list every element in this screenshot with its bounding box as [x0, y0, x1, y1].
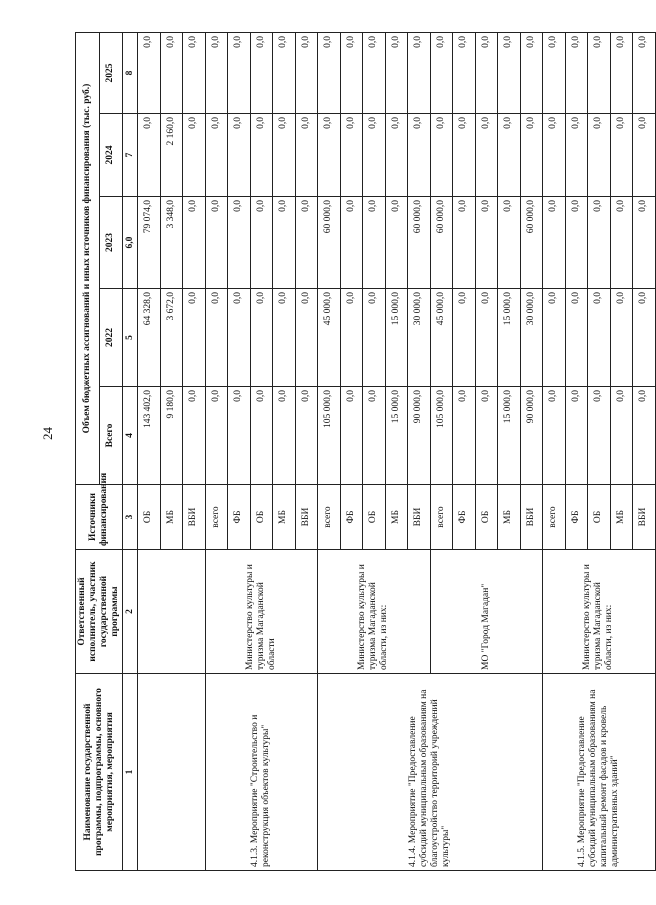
- amount-cell: 0,0: [295, 197, 318, 289]
- funding-source-cell: МБ: [498, 485, 521, 550]
- amount-cell: 45 000,0: [430, 289, 453, 387]
- amount-cell: 0,0: [475, 197, 498, 289]
- amount-cell: 0,0: [610, 32, 633, 113]
- amount-cell: 0,0: [205, 289, 228, 387]
- table-row: [543, 32, 566, 870]
- amount-cell: 45 000,0: [318, 289, 341, 387]
- amount-cell: 0,0: [633, 114, 656, 197]
- header-program-name: Наименование государственной программы, подпрограммы, основного мероприятия, мероприятия: [76, 674, 123, 871]
- funding-source-cell: ОБ: [475, 485, 498, 550]
- amount-cell: 0,0: [610, 387, 633, 485]
- column-index: 1: [123, 674, 138, 871]
- amount-cell: 0,0: [430, 32, 453, 113]
- column-index: 2: [123, 550, 138, 674]
- amount-cell: 64 328,0: [138, 289, 161, 387]
- amount-cell: 0,0: [520, 114, 543, 197]
- amount-cell: 0,0: [228, 387, 251, 485]
- amount-cell: 0,0: [205, 114, 228, 197]
- amount-cell: 0,0: [498, 197, 521, 289]
- column-index: 7: [123, 114, 138, 197]
- funding-source-cell: ВБИ: [183, 485, 206, 550]
- amount-cell: 0,0: [498, 114, 521, 197]
- amount-cell: 0,0: [250, 197, 273, 289]
- amount-cell: 0,0: [183, 32, 206, 113]
- amount-cell: 0,0: [633, 32, 656, 113]
- column-index-row: [123, 32, 138, 870]
- amount-cell: 0,0: [565, 197, 588, 289]
- amount-cell: 9 180,0: [160, 387, 183, 485]
- header-2022: 2022: [99, 289, 123, 387]
- amount-cell: 0,0: [273, 387, 296, 485]
- amount-cell: 15 000,0: [385, 387, 408, 485]
- amount-cell: 0,0: [250, 32, 273, 113]
- amount-cell: 0,0: [588, 197, 611, 289]
- funding-source-cell: ВБИ: [295, 485, 318, 550]
- amount-cell: 0,0: [363, 114, 386, 197]
- amount-cell: 0,0: [363, 32, 386, 113]
- amount-cell: 0,0: [295, 289, 318, 387]
- amount-cell: 0,0: [565, 114, 588, 197]
- amount-cell: 2 160,0: [160, 114, 183, 197]
- amount-cell: 30 000,0: [520, 289, 543, 387]
- amount-cell: 0,0: [183, 114, 206, 197]
- amount-cell: 0,0: [610, 114, 633, 197]
- amount-cell: 0,0: [498, 32, 521, 113]
- amount-cell: 0,0: [340, 114, 363, 197]
- amount-cell: 15 000,0: [498, 387, 521, 485]
- amount-cell: 0,0: [543, 387, 566, 485]
- header-budget-group: Объем бюджетных ассигнований и иных источников финансирования (тыс. руб.): [76, 32, 100, 484]
- header-funding-source: Источники финансирования: [76, 485, 123, 550]
- column-index: 6,0: [123, 197, 138, 289]
- funding-source-cell: МБ: [385, 485, 408, 550]
- amount-cell: 0,0: [453, 197, 476, 289]
- activity-name-cell: 4.1.4. Мероприятие "Предоставление субсидий муниципальным образованиям на благоустройство территорий учреждений культуры": [318, 674, 543, 871]
- amount-cell: 0,0: [633, 197, 656, 289]
- amount-cell: 0,0: [633, 289, 656, 387]
- funding-source-cell: МБ: [273, 485, 296, 550]
- amount-cell: 105 000,0: [430, 387, 453, 485]
- amount-cell: 0,0: [520, 32, 543, 113]
- funding-source-cell: ОБ: [363, 485, 386, 550]
- funding-source-cell: МБ: [160, 485, 183, 550]
- funding-source-cell: ВБИ: [408, 485, 431, 550]
- amount-cell: 0,0: [453, 387, 476, 485]
- header-2024: 2024: [99, 114, 123, 197]
- amount-cell: 0,0: [228, 197, 251, 289]
- amount-cell: 0,0: [408, 32, 431, 113]
- amount-cell: 0,0: [340, 289, 363, 387]
- funding-source-cell: ВБИ: [520, 485, 543, 550]
- funding-source-cell: ФБ: [340, 485, 363, 550]
- activity-name-cell: 4.1.5. Мероприятие "Предоставление субсидий муниципальным образованиям на капитальный ремонт фасадов и кровель административных зданий": [543, 674, 656, 871]
- activity-name-cell: [138, 674, 206, 871]
- amount-cell: 0,0: [340, 32, 363, 113]
- amount-cell: 60 000,0: [520, 197, 543, 289]
- amount-cell: 0,0: [430, 114, 453, 197]
- amount-cell: 0,0: [408, 114, 431, 197]
- header-2023: 2023: [99, 197, 123, 289]
- amount-cell: 0,0: [385, 197, 408, 289]
- header-row-1: [76, 32, 100, 870]
- amount-cell: 0,0: [183, 387, 206, 485]
- table-row: [205, 32, 228, 870]
- amount-cell: 0,0: [588, 289, 611, 387]
- header-2025: 2025: [99, 32, 123, 113]
- amount-cell: 0,0: [318, 114, 341, 197]
- amount-cell: 60 000,0: [430, 197, 453, 289]
- column-index: 5: [123, 289, 138, 387]
- amount-cell: 0,0: [565, 289, 588, 387]
- amount-cell: 0,0: [588, 387, 611, 485]
- amount-cell: 0,0: [475, 289, 498, 387]
- amount-cell: 0,0: [273, 32, 296, 113]
- amount-cell: 30 000,0: [408, 289, 431, 387]
- amount-cell: 0,0: [453, 114, 476, 197]
- amount-cell: 0,0: [295, 387, 318, 485]
- funding-source-cell: ФБ: [453, 485, 476, 550]
- amount-cell: 60 000,0: [408, 197, 431, 289]
- table-body: [138, 32, 656, 870]
- amount-cell: 0,0: [543, 197, 566, 289]
- amount-cell: 0,0: [205, 197, 228, 289]
- amount-cell: 0,0: [295, 114, 318, 197]
- funding-source-cell: ОБ: [588, 485, 611, 550]
- amount-cell: 0,0: [273, 114, 296, 197]
- page-number: 24: [40, 427, 55, 440]
- amount-cell: 105 000,0: [318, 387, 341, 485]
- amount-cell: 0,0: [363, 197, 386, 289]
- amount-cell: 0,0: [250, 114, 273, 197]
- column-index: 3: [123, 485, 138, 550]
- amount-cell: 0,0: [340, 387, 363, 485]
- amount-cell: 90 000,0: [520, 387, 543, 485]
- activity-name-cell: 4.1.3. Мероприятие "Строительство и реконструкция объектов культуры": [205, 674, 318, 871]
- amount-cell: 143 402,0: [138, 387, 161, 485]
- budget-table: [75, 32, 656, 871]
- amount-cell: 0,0: [543, 289, 566, 387]
- amount-cell: 0,0: [295, 32, 318, 113]
- amount-cell: 0,0: [565, 32, 588, 113]
- amount-cell: 0,0: [588, 32, 611, 113]
- amount-cell: 60 000,0: [318, 197, 341, 289]
- funding-source-cell: ФБ: [228, 485, 251, 550]
- amount-cell: 0,0: [543, 32, 566, 113]
- amount-cell: 15 000,0: [498, 289, 521, 387]
- funding-source-cell: ОБ: [250, 485, 273, 550]
- amount-cell: 0,0: [565, 387, 588, 485]
- amount-cell: 0,0: [138, 32, 161, 113]
- amount-cell: 0,0: [610, 197, 633, 289]
- amount-cell: 0,0: [183, 197, 206, 289]
- header-executor: Ответственный исполнитель, участник государственной программы: [76, 550, 123, 674]
- funding-source-cell: ВБИ: [633, 485, 656, 550]
- table-row: [318, 32, 341, 870]
- amount-cell: 0,0: [363, 289, 386, 387]
- column-index: 8: [123, 32, 138, 113]
- header-total: Всего: [99, 387, 123, 485]
- funding-source-cell: всего: [318, 485, 341, 550]
- amount-cell: 0,0: [385, 114, 408, 197]
- amount-cell: 0,0: [273, 289, 296, 387]
- amount-cell: 0,0: [385, 32, 408, 113]
- amount-cell: 0,0: [475, 114, 498, 197]
- amount-cell: 0,0: [633, 387, 656, 485]
- amount-cell: 0,0: [588, 114, 611, 197]
- column-index: 4: [123, 387, 138, 485]
- funding-source-cell: ФБ: [565, 485, 588, 550]
- amount-cell: 0,0: [250, 387, 273, 485]
- rotated-page: [75, 33, 649, 871]
- executor-cell: МО "Город Магадан": [430, 550, 543, 674]
- amount-cell: 0,0: [543, 114, 566, 197]
- executor-cell: [138, 550, 206, 674]
- executor-cell: Министерство культуры и туризма Магаданской области, из них:: [543, 550, 656, 674]
- executor-cell: Министерство культуры и туризма Магаданской области: [205, 550, 318, 674]
- amount-cell: 0,0: [205, 387, 228, 485]
- amount-cell: 0,0: [318, 32, 341, 113]
- amount-cell: 15 000,0: [385, 289, 408, 387]
- amount-cell: 0,0: [475, 387, 498, 485]
- funding-source-cell: ОБ: [138, 485, 161, 550]
- amount-cell: 0,0: [453, 32, 476, 113]
- amount-cell: 0,0: [160, 32, 183, 113]
- amount-cell: 0,0: [228, 114, 251, 197]
- amount-cell: 0,0: [250, 289, 273, 387]
- amount-cell: 0,0: [273, 197, 296, 289]
- amount-cell: 0,0: [138, 114, 161, 197]
- amount-cell: 0,0: [228, 32, 251, 113]
- amount-cell: 90 000,0: [408, 387, 431, 485]
- amount-cell: 0,0: [205, 32, 228, 113]
- funding-source-cell: всего: [543, 485, 566, 550]
- amount-cell: 0,0: [610, 289, 633, 387]
- table-row: [138, 32, 161, 870]
- amount-cell: 3 672,0: [160, 289, 183, 387]
- funding-source-cell: всего: [205, 485, 228, 550]
- executor-cell: Министерство культуры и туризма Магаданской области, из них:: [318, 550, 431, 674]
- amount-cell: 0,0: [183, 289, 206, 387]
- amount-cell: 79 074,0: [138, 197, 161, 289]
- amount-cell: 0,0: [453, 289, 476, 387]
- amount-cell: 0,0: [475, 32, 498, 113]
- amount-cell: 0,0: [363, 387, 386, 485]
- funding-source-cell: МБ: [610, 485, 633, 550]
- funding-source-cell: всего: [430, 485, 453, 550]
- amount-cell: 0,0: [228, 289, 251, 387]
- amount-cell: 3 348,0: [160, 197, 183, 289]
- amount-cell: 0,0: [340, 197, 363, 289]
